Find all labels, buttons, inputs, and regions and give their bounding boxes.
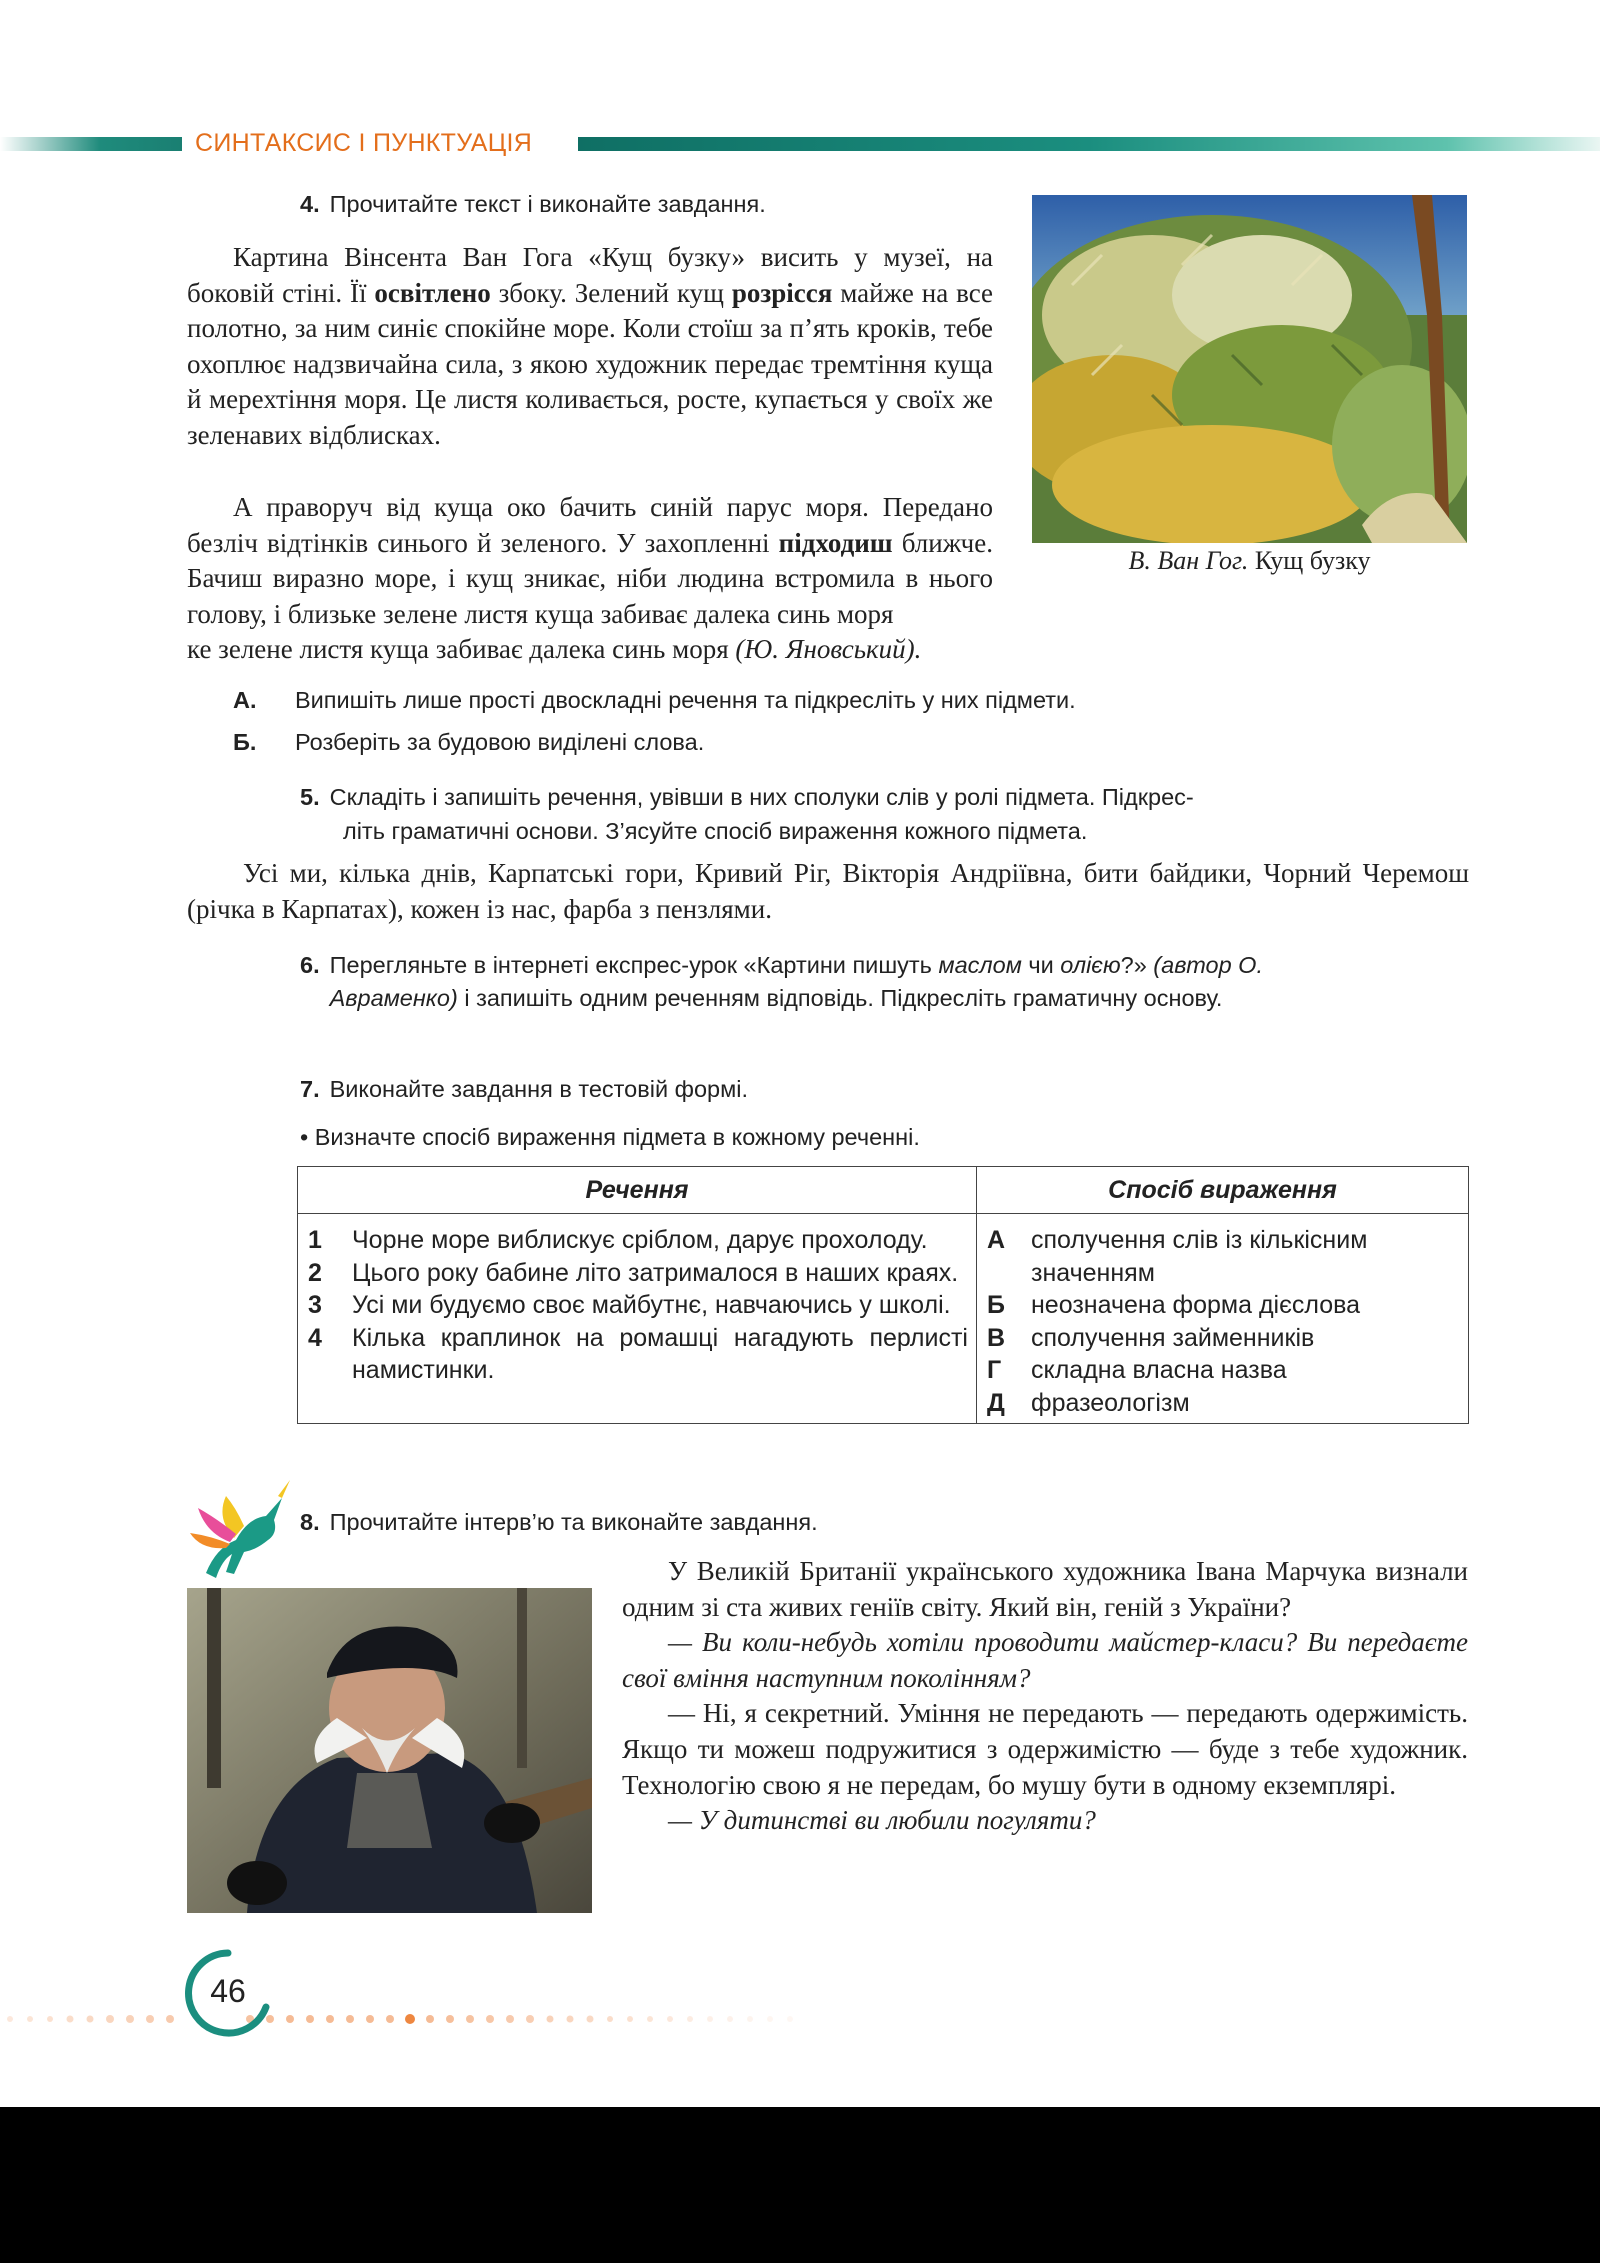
test-table (297, 1166, 1469, 1424)
header-stripe-right (578, 137, 1600, 151)
task-4-text-upper (187, 240, 993, 454)
task-4-heading: 4. Прочитайте текст і виконайте завдання. (300, 191, 766, 217)
option-row: В сполучення займенників (987, 1323, 1315, 1352)
unicorn-icon (186, 1478, 291, 1588)
interview-question-1: — Ви коли-небудь хотіли проводити майстер-класи? Ви передаєте свої вміння наступним поколінням? (622, 1627, 1468, 1693)
task-8-heading: 8. Прочитайте інтерв’ю та виконайте завдання. (300, 1509, 818, 1535)
painting-caption: В. Ван Гог. Кущ бузку (1128, 546, 1371, 575)
sentence-row: 2 Цього року бабине літо затрималося в наших краях. (308, 1258, 959, 1287)
portrait-photo-artist (187, 1588, 592, 1913)
col-header-method: Спосіб вираження (977, 1167, 1469, 1214)
painting-lilac-bush (1032, 195, 1467, 543)
task-7-heading: 7. Виконайте завдання в тестовій формі. (300, 1076, 748, 1102)
text-paragraph-1: Картина Вінсента Ван Гога «Кущ бузку» висить у музеї, на боковій стіні. Її освітлено збоку. Зелений кущ розрісся майже на все полотно, за ним синіє спокійне море. Коли стоїш за п’ять кроків, тебе охоплює надзвичайна сила, з якою художник передає тремтіння куща й мерехтіння моря. Це листя коливається, росте, купається у своїх же зеленавих відблисках. (187, 242, 993, 450)
footer-dots (0, 2012, 820, 2024)
page-number-badge (178, 1945, 278, 2045)
option-row: А сполучення слів із кількісним значенням (987, 1226, 1368, 1287)
interview-intro: У Великій Британії українського художника Івана Марчука визнали одним зі ста живих геніїв світу. Який він, геній з України? (622, 1556, 1468, 1622)
task-6-text: 6. Перегляньте в інтернеті експрес-урок «Картини пишуть маслом чи олією?» (автор О. Авраменко) і запишіть одним реченням відповідь. Підкресліть граматичну основу. (300, 952, 1263, 1011)
option-row: Б неозначена форма дієслова (987, 1291, 1361, 1319)
interview-text (622, 1554, 1468, 1839)
section-title: СИНТАКСИС І ПУНКТУАЦІЯ (195, 129, 533, 157)
task-5-heading-line2: літь граматичні основи. З’ясуйте спосіб вираження кожного підмета. (343, 818, 1088, 844)
header-stripe-left (0, 137, 182, 151)
interview-question-2: — У дитинстві ви любили погуляти? (668, 1805, 1096, 1836)
task-7-bullet: • Визначте спосіб вираження підмета в кожному реченні. (300, 1124, 920, 1150)
option-row: Г складна власна назва (987, 1356, 1287, 1384)
bottom-black-band (0, 2107, 1600, 2263)
task-5-word-list: Усі ми, кілька днів, Карпатські гори, Кривий Ріг, Вікторія Андріївна, бити байдики, Чорний Черемош (річка в Карпатах), кожен із нас, фарба з пензлями. (187, 858, 1469, 924)
col-header-sentences: Речення (298, 1167, 977, 1214)
interview-answer-1: — Ні, я секретний. Уміння не передають — передають одержимість. Якщо ти можеш подружитися з одержимістю — буде з тебе художник. Технологію свою я не передам, бо мушу бути в одному екземплярі. (622, 1698, 1468, 1800)
subtask-b: Б. Розберіть за будовою виділені слова. (233, 729, 705, 755)
text-paragraph-2-end: ке зелене листя куща забиває далека синь моря (Ю. Яновський). (187, 634, 922, 664)
text-paragraph-2: А праворуч від куща око бачить синій парус моря. Передано безліч відтінків синього й зеленого. У захопленні підходиш ближче. Бачиш виразно море, і кущ зникає, ніби людина встромила в нього голову, і близьке зелене листя куща забиває далека синь моря (187, 492, 993, 629)
sentence-row: 3 Усі ми будуємо своє майбутнє, навчаючись у школі. (308, 1291, 951, 1319)
sentence-row: 1 Чорне море виблискує сріблом, дарує прохолоду. (308, 1226, 928, 1254)
sentences-cell (298, 1214, 977, 1424)
text-author: (Ю. Яновський). (735, 634, 922, 664)
task-5-heading: 5. Складіть і запишіть речення, увівши в них сполуки слів у ролі підмета. Підкрес- (300, 784, 1194, 810)
page-number: 46 (210, 1973, 246, 2009)
options-cell (977, 1214, 1469, 1424)
subtask-a: А. Випишіть лише прості двоскладні речення та підкресліть у них підмети. (233, 687, 1076, 713)
option-row: Д фразеологізм (987, 1388, 1190, 1417)
sentence-row: 4 Кілька краплинок на ромашці нагадують перлисті намистинки. (308, 1323, 968, 1384)
